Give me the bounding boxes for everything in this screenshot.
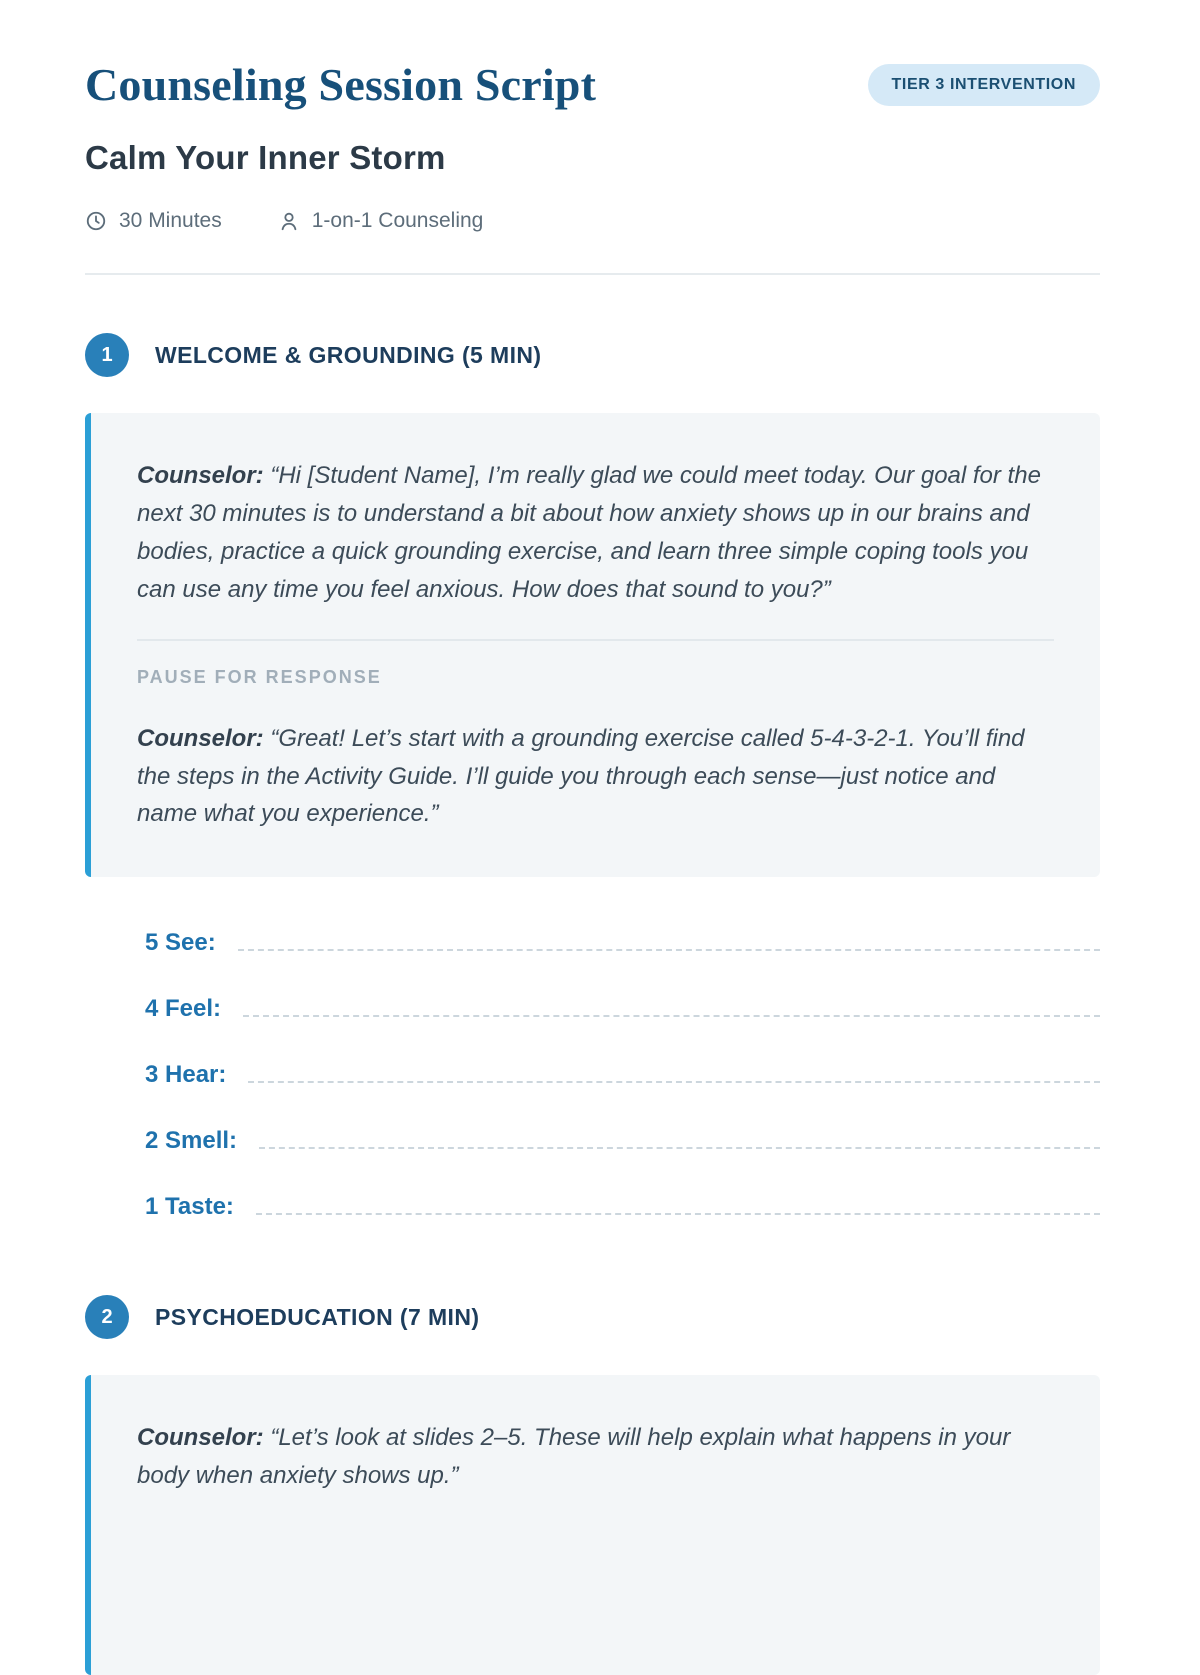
duration-meta [85,209,222,233]
section-header [85,333,1100,377]
duration-label: 30 Minutes [119,209,222,232]
fill-line-label: 5 See: [145,929,216,957]
counselor-line [137,1419,1054,1495]
quote-text: “Great! Let’s start with a grounding exercise called 5-4-3-2-1. You’ll find the steps in the Activity Guide. I’ll guide you through each sense—just notice and name what you experience.” [137,724,1025,828]
tier-badge: TIER 3 INTERVENTION [868,64,1100,106]
counselor-line [137,720,1054,834]
fill-line-smell [145,1127,1100,1155]
title-row [85,58,1100,111]
section-header [85,1295,1100,1339]
person-icon [278,210,300,232]
speaker-label: Counselor: [137,1424,264,1452]
fill-line-feel [145,995,1100,1023]
fill-line-label: 2 Smell: [145,1127,238,1155]
write-in-line [243,1015,1100,1017]
grounding-fill-lines [145,929,1100,1221]
script-card [85,1375,1100,1675]
write-in-line [259,1147,1100,1149]
fill-line-see [145,929,1100,957]
clock-icon [85,210,107,232]
script-card [85,413,1100,877]
section-heading: PSYCHOEDUCATION (7 MIN) [155,1303,480,1330]
header-divider [85,273,1100,275]
speaker-label: Counselor: [137,724,264,752]
write-in-line [238,949,1100,951]
pause-for-response-label: PAUSE FOR RESPONSE [137,639,1054,688]
section-number-badge: 1 [85,333,129,377]
write-in-line [256,1213,1100,1215]
section-welcome-grounding [85,333,1100,1221]
fill-line-taste [145,1193,1100,1221]
counselor-line [137,457,1054,609]
fill-line-label: 4 Feel: [145,995,222,1023]
section-heading: WELCOME & GROUNDING (5 MIN) [155,341,542,368]
session-subtitle: Calm Your Inner Storm [85,139,446,176]
format-meta [278,209,484,233]
speaker-label: Counselor: [137,462,264,489]
fill-line-hear [145,1061,1100,1089]
document-header [85,58,1100,275]
page-title: Counseling Session Script [85,59,597,110]
quote-text: “Hi [Student Name], I’m really glad we could meet today. Our goal for the next 30 minutes is to understand a bit about how anxiety shows up in our brains and bodies, practice a quick grounding exercise, and learn three simple coping tools you can use any time you feel anxious. How does that sound to you?” [137,462,1041,603]
section-psychoeducation [85,1295,1100,1675]
meta-row [85,209,1100,233]
fill-line-label: 1 Taste: [145,1193,234,1221]
quote-text: “Let’s look at slides 2–5. These will help explain what happens in your body when anxiety shows up.” [137,1424,1011,1490]
fill-line-label: 3 Hear: [145,1061,227,1089]
section-number-badge: 2 [85,1295,129,1339]
write-in-line [248,1081,1100,1083]
format-label: 1-on-1 Counseling [311,209,484,232]
